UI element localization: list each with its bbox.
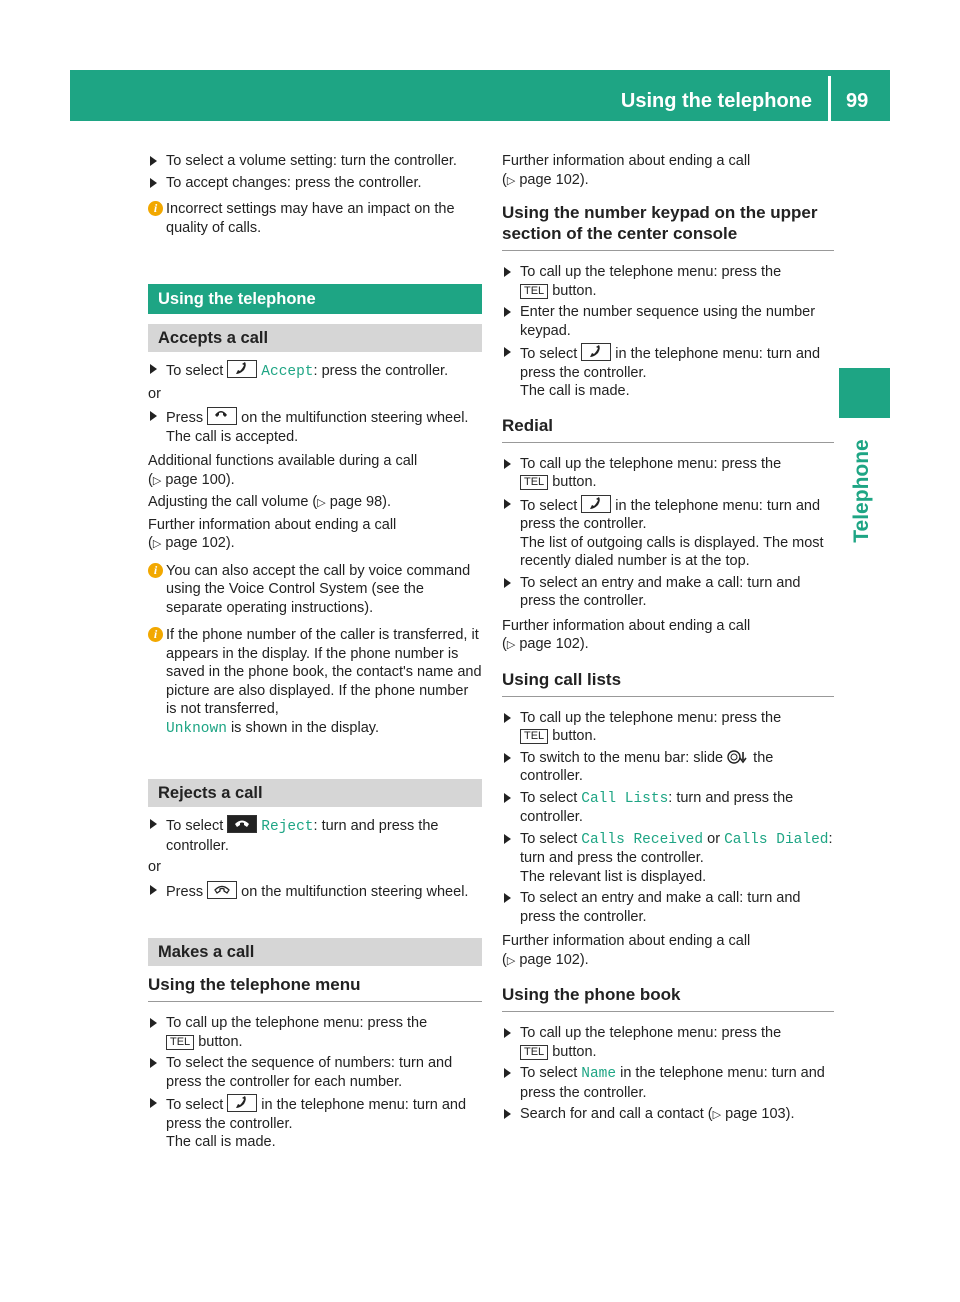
step-text: To call up the telephone menu: press the (520, 1025, 782, 1041)
arrow-icon (150, 178, 157, 188)
phone-accept-icon (227, 1094, 257, 1112)
step-text: Press (166, 883, 204, 900)
info-icon: i (148, 201, 163, 216)
step-text-post: the controller. (520, 749, 774, 784)
step-text: To select (166, 363, 224, 379)
sidebar-label-wrap (842, 432, 882, 550)
note-caller-number (148, 626, 482, 738)
step-select-entry (502, 889, 834, 926)
step-text-post: in the telephone menu: turn and press the controller. (520, 497, 821, 532)
subheading-redial: Redial (502, 415, 834, 443)
arrow-icon (504, 347, 511, 357)
tel-key: TEL (166, 1035, 194, 1050)
name-code: Name (581, 1066, 617, 1082)
para-additional: Additional functions available during a call (▷ page 100). (148, 453, 418, 488)
reject-code: Reject (261, 819, 314, 835)
step-result: The call is made. (520, 383, 630, 399)
page-ref: page 102). (519, 171, 589, 188)
subheading-phone-book: Using the phone book (502, 984, 834, 1012)
step-select-received-dialed (502, 830, 834, 887)
step-text: To select the sequence of numbers: turn and press the controller for each number. (166, 1055, 453, 1090)
calls-dialed-code: Calls Dialed (724, 831, 829, 848)
arrow-icon (504, 307, 511, 317)
phone-accept-icon (227, 360, 257, 378)
step-search-contact (502, 1105, 834, 1125)
arrow-icon (504, 578, 511, 588)
arrow-icon (504, 713, 511, 723)
step-text: To select (520, 346, 578, 362)
page-ref-icon: ▷ (506, 174, 516, 187)
page-ref-icon: ▷ (712, 1109, 722, 1121)
step-call-menu (502, 263, 834, 300)
step-select-reject (148, 815, 482, 855)
step-text-post: in the telephone menu: turn and press the controller. (520, 346, 821, 381)
info-icon: i (148, 627, 163, 642)
step-text-post: button. (552, 1043, 597, 1060)
arrow-icon (504, 499, 511, 509)
call-lists-code: Call Lists (581, 790, 669, 807)
arrow-icon (504, 1109, 511, 1119)
step-text: Enter the number sequence using the number keypad. (520, 304, 816, 339)
arrow-icon (150, 156, 157, 166)
steering-reject-icon (207, 881, 237, 899)
para-text: Further information about ending a call (502, 153, 751, 169)
page-number: 99 (846, 90, 869, 112)
step-slide-controller (502, 749, 834, 786)
step-text: To accept changes: press the controller. (166, 174, 422, 191)
step-text: To call up the telephone menu: press the (520, 264, 782, 280)
step-select-entry (502, 574, 834, 611)
note-voice (148, 562, 482, 618)
arrow-icon (504, 893, 511, 903)
sidebar-label: Telephone (850, 439, 873, 543)
step-text: To select a volume setting: turn the controller. (166, 153, 457, 169)
page-ref: page 102). (165, 535, 235, 551)
step-redial-select (502, 495, 834, 571)
step-text: To select (166, 1097, 224, 1113)
step-volume (148, 152, 482, 171)
accept-code: Accept (261, 364, 314, 380)
tel-key: TEL (520, 475, 548, 490)
step-text-post: in the telephone menu: turn and press the controller. (520, 1065, 825, 1101)
page-ref-icon: ▷ (152, 538, 162, 550)
arrow-icon (150, 364, 157, 374)
step-press-reject (148, 881, 482, 902)
step-text-post: button. (552, 282, 597, 299)
step-text: To call up the telephone menu: press the (520, 455, 782, 472)
phone-accept-icon (581, 495, 611, 513)
arrow-icon (150, 1058, 157, 1068)
step-text: To switch to the menu bar: slide (520, 749, 724, 766)
step-text-post: : turn and press the controller. (520, 789, 794, 825)
arrow-icon (504, 793, 511, 803)
step-text: To select (166, 818, 224, 834)
header-title: Using the telephone (620, 90, 812, 112)
calls-received-code: Calls Received (581, 831, 704, 848)
step-text-post: in the telephone menu: turn and press the controller. (166, 1097, 467, 1132)
header-separator (828, 76, 831, 121)
step-enter-number (502, 303, 834, 340)
step-text: To call up the telephone menu: press the (166, 1015, 428, 1031)
step-select-accept (148, 360, 482, 382)
step-call-menu (502, 1024, 834, 1061)
step-accept-changes (148, 174, 482, 193)
para-text: Further information about ending a call (502, 617, 751, 634)
page-ref: page 102). (519, 636, 589, 652)
arrow-icon (504, 1068, 511, 1078)
step-result: The call is accepted. (166, 428, 299, 445)
para-text: Further information about ending a call (502, 933, 751, 949)
subheading-telephone-menu: Using the telephone menu (148, 974, 482, 1002)
tel-key: TEL (520, 729, 548, 744)
step-text-post: on the multifunction steering wheel. (241, 410, 469, 426)
arrow-icon (504, 267, 511, 277)
right-column (502, 152, 834, 1128)
step-press-accept (148, 407, 482, 446)
para-ending: Further information about ending a call (▷ page 102). (502, 933, 751, 968)
page-ref-icon: ▷ (506, 954, 516, 967)
para-text: Further information about ending a call (148, 516, 397, 533)
controller-slide-icon (727, 750, 749, 764)
arrow-icon (150, 819, 157, 829)
step-result: The relevant list is displayed. (520, 868, 707, 885)
step-select-name (502, 1064, 834, 1102)
para-ending: Further information about ending a call (▷ page 102). (502, 153, 751, 188)
page-ref: page 103). (725, 1106, 795, 1122)
step-text: To select (520, 1065, 578, 1081)
step-text: Search for and call a contact ( (520, 1106, 713, 1122)
section-bar-makes-call: Makes a call (148, 938, 482, 966)
arrow-icon (504, 1028, 511, 1038)
phone-reject-icon (227, 815, 257, 833)
arrow-icon (504, 834, 511, 844)
step-make-call (502, 343, 834, 401)
step-call-menu (502, 709, 834, 746)
arrow-icon (504, 459, 511, 469)
arrow-icon (150, 1098, 157, 1108)
phone-accept-icon (581, 343, 611, 361)
subheading-call-lists: Using call lists (502, 669, 834, 697)
step-text-post: button. (552, 728, 597, 744)
note-text: If the phone number of the caller is transferred, it appears in the display. If the phone number is saved in the phone book, the contact's name and picture are also displayed. If the phone number is not transferred, (166, 627, 482, 717)
step-call-menu (502, 455, 834, 492)
step-text: Press (166, 410, 204, 426)
note-text: Incorrect settings may have an impact on the quality of calls. (166, 201, 455, 236)
or-word: or (707, 830, 721, 847)
note-settings (148, 200, 482, 237)
page-ref-icon: ▷ (317, 497, 326, 509)
step-result: The call is made. (166, 1134, 276, 1150)
unknown-code: Unknown (166, 720, 227, 737)
step-select-call-lists (502, 789, 834, 827)
or-text: or (148, 385, 161, 402)
steering-accept-icon (207, 407, 237, 425)
info-icon: i (148, 563, 163, 578)
para-text: Adjusting the call volume ( (148, 494, 318, 510)
step-make-call (148, 1094, 482, 1152)
section-bar-rejects-call: Rejects a call (148, 779, 482, 807)
para-ending: Further information about ending a call (▷ page 102). (148, 516, 397, 551)
step-text: To select (520, 789, 578, 806)
step-text: To call up the telephone menu: press the (520, 709, 782, 726)
step-text-post: : turn and press the controller. (166, 818, 439, 854)
para-ending: Further information about ending a call (▷ page 102). (502, 617, 751, 652)
step-sequence (148, 1054, 482, 1091)
page-ref: page 100). (165, 471, 235, 488)
step-text-post: : turn and press the controller. (520, 830, 833, 866)
subheading-number-keypad: Using the number keypad on the upper section of the center console (502, 202, 834, 251)
arrow-icon (504, 753, 511, 763)
page-ref-icon: ▷ (152, 474, 162, 487)
arrow-icon (150, 1018, 157, 1028)
section-bar-accepts-call: Accepts a call (148, 324, 482, 352)
step-result: The list of outgoing calls is displayed. The most recently dialed number is at the top. (520, 534, 824, 569)
step-text-post: button. (198, 1033, 243, 1050)
step-text-post: on the multifunction steering wheel. (241, 883, 469, 900)
step-text: To select an entry and make a call: turn and press the controller. (520, 574, 801, 609)
note-text: You can also accept the call by voice command using the Voice Control System (see the separate operating instructions). (166, 562, 471, 616)
page-ref: page 102). (519, 951, 589, 968)
arrow-icon (150, 885, 157, 895)
step-text: To select an entry and make a call: turn and press the controller. (520, 890, 801, 925)
page-ref: page 98). (329, 494, 392, 510)
para-volume (148, 493, 482, 513)
tel-key: TEL (520, 1045, 548, 1060)
or-text: or (148, 859, 161, 875)
header-bar (70, 70, 890, 121)
arrow-icon (150, 411, 157, 421)
note-text-post: is shown in the display. (230, 719, 379, 736)
step-text-post: button. (552, 474, 597, 490)
para-text: Additional functions available during a call (148, 453, 418, 469)
tel-key: TEL (520, 284, 548, 299)
step-text: To select (520, 497, 578, 514)
step-text: To select (520, 830, 578, 847)
sidebar-tab (839, 368, 890, 418)
step-text-post: : press the controller. (313, 363, 449, 379)
page-ref-icon: ▷ (506, 639, 516, 651)
step-call-menu (148, 1014, 482, 1051)
section-bar-using-telephone: Using the telephone (148, 284, 482, 314)
left-column (148, 152, 482, 1155)
